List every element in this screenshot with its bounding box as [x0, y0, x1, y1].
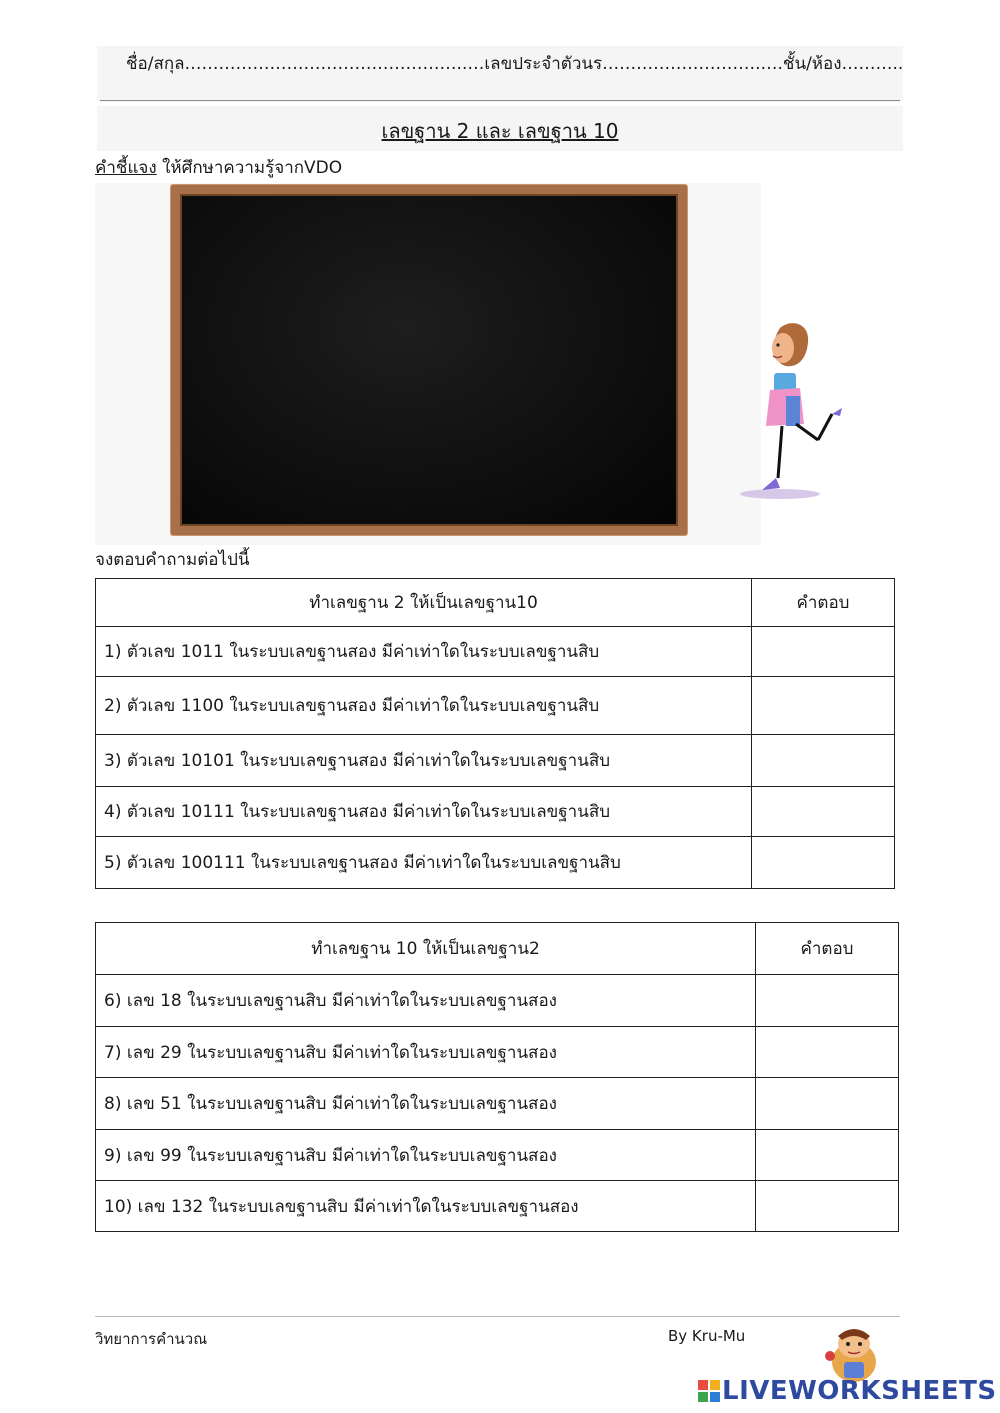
base10-to-base2-table: [95, 922, 899, 1232]
question-text: 7) เลข 29 ในระบบเลขฐานสิบ มีค่าเท่าใดในระบบเลขฐานสอง: [96, 1027, 756, 1078]
answer-field[interactable]: [756, 1181, 899, 1232]
table-row: [96, 1130, 899, 1181]
page-title: เลขฐาน 2 และ เลขฐาน 10: [381, 119, 619, 143]
header-divider: [100, 100, 900, 101]
table-header-row: [96, 579, 895, 627]
table-header-row: [96, 923, 899, 975]
liveworksheets-brand[interactable]: [698, 1376, 997, 1406]
girl-illustration-icon: [740, 318, 850, 503]
answer-field[interactable]: [752, 837, 895, 889]
table-row: [96, 677, 895, 735]
question-text: 3) ตัวเลข 10101 ในระบบเลขฐานสอง มีค่าเท่าใดในระบบเลขฐานสิบ: [96, 735, 752, 787]
answer-field[interactable]: [752, 735, 895, 787]
question-text: 8) เลข 51 ในระบบเลขฐานสิบ มีค่าเท่าใดในระบบเลขฐานสอง: [96, 1078, 756, 1130]
question-text: 2) ตัวเลข 1100 ในระบบเลขฐานสอง มีค่าเท่าใดในระบบเลขฐานสิบ: [96, 677, 752, 735]
brand-text: LIVEWORKSHEETS: [722, 1376, 997, 1406]
student-info-line: ชื่อ/สกุล…………………………………………..…เลขประจำตัวนร……………………….….ชั้น/ห้อง………..: [126, 54, 904, 74]
footer-divider: [95, 1316, 900, 1317]
question-text: 4) ตัวเลข 10111 ในระบบเลขฐานสอง มีค่าเท่าใดในระบบเลขฐานสิบ: [96, 787, 752, 837]
table-row: [96, 1027, 899, 1078]
chalkboard-video-player[interactable]: [171, 185, 687, 535]
table-row: [96, 1078, 899, 1130]
table-row: [96, 975, 899, 1027]
instructions-text: ให้ศึกษาความรู้จากVDO: [156, 158, 343, 178]
question-text: 6) เลข 18 ในระบบเลขฐานสิบ มีค่าเท่าใดในระบบเลขฐานสอง: [96, 975, 756, 1027]
answer-field[interactable]: [752, 787, 895, 837]
footer-subject: วิทยาการคำนวณ: [95, 1330, 208, 1348]
answer-header: คำตอบ: [756, 923, 899, 975]
instructions-label: คำชี้แจง: [95, 158, 157, 178]
table-row: [96, 837, 895, 889]
question-header: ทำเลขฐาน 10 ให้เป็นเลขฐาน2: [96, 923, 756, 975]
answer-field[interactable]: [756, 1027, 899, 1078]
answer-field[interactable]: [756, 975, 899, 1027]
question-text: 10) เลข 132 ในระบบเลขฐานสิบ มีค่าเท่าใดในระบบเลขฐานสอง: [96, 1181, 756, 1232]
answer-field[interactable]: [756, 1130, 899, 1181]
answer-field[interactable]: [756, 1078, 899, 1130]
questions-prompt: จงตอบคำถามต่อไปนี้: [95, 550, 250, 570]
question-text: 5) ตัวเลข 100111 ในระบบเลขฐานสอง มีค่าเท่าใดในระบบเลขฐานสิบ: [96, 837, 752, 889]
instructions: [95, 154, 342, 181]
answer-field[interactable]: [752, 627, 895, 677]
base2-to-base10-table: [95, 578, 895, 889]
answer-header: คำตอบ: [752, 579, 895, 627]
question-text: 1) ตัวเลข 1011 ในระบบเลขฐานสอง มีค่าเท่าใดในระบบเลขฐานสิบ: [96, 627, 752, 677]
liveworksheets-logo-icon: [698, 1380, 720, 1402]
question-header: ทำเลขฐาน 2 ให้เป็นเลขฐาน10: [96, 579, 752, 627]
table-row: [96, 1181, 899, 1232]
table-row: [96, 627, 895, 677]
table-row: [96, 735, 895, 787]
table-row: [96, 787, 895, 837]
mascot-icon: [818, 1322, 890, 1384]
answer-field[interactable]: [752, 677, 895, 735]
question-text: 9) เลข 99 ในระบบเลขฐานสิบ มีค่าเท่าใดในระบบเลขฐานสอง: [96, 1130, 756, 1181]
footer-author: By Kru-Mu: [668, 1327, 746, 1345]
